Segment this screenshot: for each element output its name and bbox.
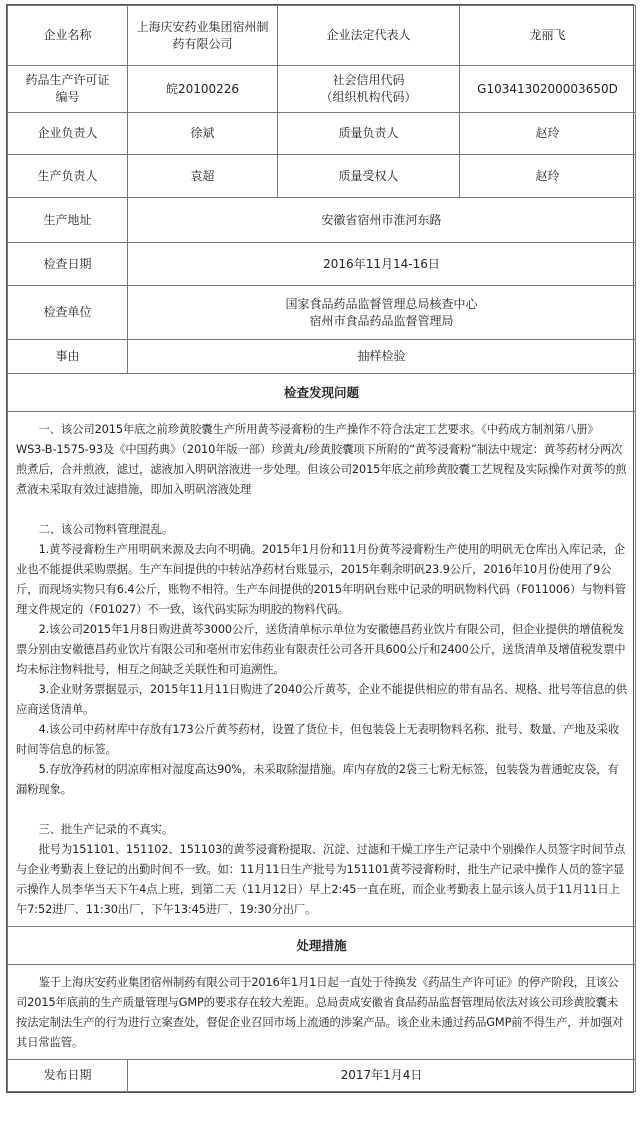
address-row bbox=[8, 198, 636, 243]
reason-label: 事由 bbox=[8, 340, 128, 374]
credit-label-line2: （组织机构代码） bbox=[320, 90, 417, 104]
company-name-value: 上海庆安药业集团宿州制药有限公司 bbox=[128, 6, 278, 66]
inspection-unit-row bbox=[8, 286, 636, 340]
head-value: 徐斌 bbox=[128, 113, 278, 155]
inspection-date-row bbox=[8, 243, 636, 286]
inspection-unit-value bbox=[128, 286, 636, 340]
production-head-value: 袁超 bbox=[128, 155, 278, 198]
legal-rep-label: 企业法定代表人 bbox=[278, 6, 460, 66]
measures-title: 处理措施 bbox=[8, 927, 636, 965]
findings-title: 检查发现问题 bbox=[8, 374, 636, 412]
inspection-unit-label: 检查单位 bbox=[8, 286, 128, 340]
notice-sheet bbox=[6, 4, 634, 1093]
inspection-unit-line1: 国家食品药品监督管理总局核查中心 bbox=[285, 296, 478, 311]
address-label: 生产地址 bbox=[8, 198, 128, 243]
finding-paragraph: 3.企业财务票据显示，2015年11月11日购进了2040公斤黄芩，企业不能提供相应的带有品名、规格、批号等信息的供应商送货清单。 bbox=[16, 683, 627, 716]
blank-line bbox=[16, 500, 627, 520]
finding-paragraph: 1.黄芩浸膏粉生产用明矾来源及去向不明确。2015年1月份和11月份黄芩浸膏粉生产使用的明矾无仓库出入库记录，企业也不能提供采购票据。生产车间提供的中转站净药材台账显示，2015年剩余明矾23.9公斤，2016年10月份使用了9公斤，而现场实物只有6.4公斤，账物不相符。生产车间提供的2015年明矾台账中记录的明矾物料代码（F011006）与物料管理文件规定的（F01027）不一致，该代码实际为明胶的物料代码。 bbox=[16, 543, 626, 616]
quality-head-value: 赵玲 bbox=[460, 113, 636, 155]
measures-body bbox=[8, 965, 636, 1060]
quality-auth-label: 质量受权人 bbox=[278, 155, 460, 198]
credit-code-value: G1034130200003650D bbox=[460, 66, 636, 113]
quality-auth-value: 赵玲 bbox=[460, 155, 636, 198]
findings-body bbox=[8, 412, 636, 927]
license-label bbox=[8, 66, 128, 113]
inspection-unit-line2: 宿州市食品药品监督管理局 bbox=[309, 313, 454, 328]
head-label: 企业负责人 bbox=[8, 113, 128, 155]
inspection-date-label: 检查日期 bbox=[8, 243, 128, 286]
reason-value: 抽样检验 bbox=[128, 340, 636, 374]
head-row bbox=[8, 113, 636, 155]
production-head-label: 生产负责人 bbox=[8, 155, 128, 198]
publish-date: 2017年1月4日 bbox=[128, 1060, 636, 1092]
info-table bbox=[7, 5, 636, 1092]
credit-label-line1: 社会信用代码 bbox=[332, 73, 405, 87]
license-label-line2: 编号 bbox=[55, 90, 80, 104]
legal-rep-value: 龙丽飞 bbox=[460, 6, 636, 66]
license-label-line1: 药品生产许可证 bbox=[25, 73, 110, 87]
production-row bbox=[8, 155, 636, 198]
reason-row bbox=[8, 340, 636, 374]
inspection-date-value: 2016年11月14-16日 bbox=[128, 243, 636, 286]
finding-paragraph: 5.存放净药材的阴凉库相对湿度高达90%，未采取除湿措施。库内存放的2袋三七粉无标签，包装袋为普通蛇皮袋，有漏粉现象。 bbox=[16, 763, 619, 796]
findings-body-row bbox=[8, 412, 636, 927]
address-value: 安徽省宿州市淮河东路 bbox=[128, 198, 636, 243]
measures-title-row bbox=[8, 927, 636, 965]
quality-head-label: 质量负责人 bbox=[278, 113, 460, 155]
company-row bbox=[8, 6, 636, 66]
credit-code-label bbox=[278, 66, 460, 113]
blank-line bbox=[16, 800, 627, 820]
finding-paragraph: 三、批生产记录的不真实。 bbox=[38, 823, 173, 836]
finding-paragraph: 2.该公司2015年1月8日购进黄芩3000公斤，送货清单标示单位为安徽德昌药业饮片有限公司，但企业提供的增值税发票分别由安徽德昌药业饮片有限公司和亳州市宏伟药业有限责任公司各开具600公斤和2400公斤，送货清单及增值税发票中均未标注物料批号，相互之间缺乏关联性和可追溯性。 bbox=[16, 623, 626, 676]
findings-title-row bbox=[8, 374, 636, 412]
finding-paragraph: 二、该公司物料管理混乱。 bbox=[38, 523, 173, 536]
measures-body-row bbox=[8, 965, 636, 1060]
publish-row bbox=[8, 1060, 636, 1092]
license-no-value: 皖20100226 bbox=[128, 66, 278, 113]
finding-paragraph: 一、该公司2015年底之前珍黄胶囊生产所用黄芩浸膏粉的生产操作不符合法定工艺要求。《中药成方制剂第八册》WS3-B-1575-93及《中国药典》（2010年版一部）珍黄丸/珍黄胶囊项下所附的“黄芩浸膏粉”制法中规定：黄芩药材分两次煎煮后，合并煎液，滤过，滤液加入明矾溶液进一步处理。但该公司2015年底之前珍黄胶囊工艺规程及实际操作对黄芩的煎煮液未采取有效过滤措施，即加入明矾溶液处理 bbox=[16, 423, 627, 496]
finding-paragraph: 4.该公司中药材库中存放有173公斤黄芩药材，设置了货位卡，但包装袋上无表明物料名称、批号、数量、产地及采收时间等信息的标签。 bbox=[16, 723, 620, 756]
measures-text: 鉴于上海庆安药业集团宿州制药有限公司于2016年1月1日起一直处于待换发《药品生产许可证》的停产阶段，且该公司2015年底前的生产质量管理与GMP的要求存在较大差距。总局责成安徽省食品药品监督管理局依法对该公司珍黄胶囊未按法定制法生产的行为进行立案查处，督促企业召回市场上流通的涉案产品。该企业未通过药品GMP前不得生产，并加强对其日常监管。 bbox=[16, 976, 624, 1049]
publish-label: 发布日期 bbox=[8, 1060, 128, 1092]
finding-paragraph: 批号为151101、151102、151103的黄芩浸膏粉提取、沉淀、过滤和干燥工序生产记录中个别操作人员签字时间节点与企业考勤表上登记的出勤时间不一致。如：11月11日生产批号为151101黄芩浸膏粉时，批生产记录中操作人员的签字显示操作人员李华当天下午4点上班，到第二天（11月12日）早上2:45一直在班，而企业考勤表上显示该人员于11月11日上午7:52进厂、11:30出厂，下午13:45进厂、19:30分出厂。 bbox=[16, 843, 626, 916]
license-row bbox=[8, 66, 636, 113]
company-name-label: 企业名称 bbox=[8, 6, 128, 66]
